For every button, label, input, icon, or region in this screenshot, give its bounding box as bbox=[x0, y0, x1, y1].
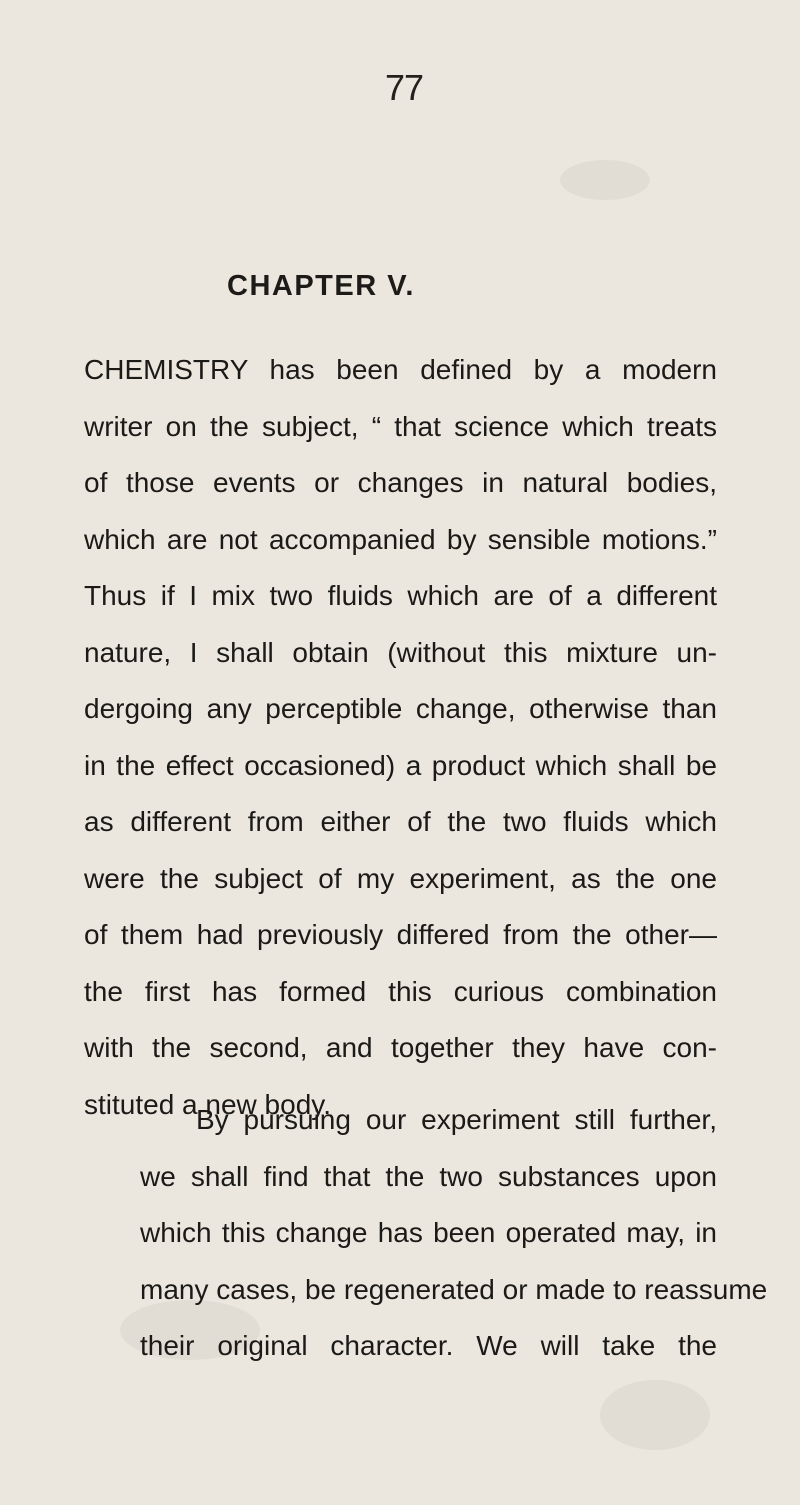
paper-stain bbox=[560, 160, 650, 200]
text-line: Thus if I mix two fluids which are of a different bbox=[84, 580, 717, 611]
text-line: By pursuing our experiment still further, bbox=[196, 1104, 717, 1135]
text-line: many cases, be regenerated or made to reassume bbox=[140, 1273, 768, 1305]
page-number: 77 bbox=[384, 67, 424, 108]
text-line: with the second, and together they have con- bbox=[84, 1032, 717, 1063]
paragraph-2 bbox=[84, 1092, 768, 1375]
text-line: we shall find that the two substances upon bbox=[140, 1160, 717, 1192]
paragraph-1 bbox=[84, 342, 717, 1133]
text-line: of those events or changes in natural bodies, bbox=[84, 467, 717, 498]
text-line: were the subject of my experiment, as the one bbox=[84, 862, 717, 894]
text-line: CHEMISTRY has been defined by a modern bbox=[84, 354, 717, 385]
text-line: as different from either of the two fluids which bbox=[84, 806, 717, 837]
chapter-title: CHAPTER V. bbox=[227, 270, 415, 302]
text-line: their original character. We will take the bbox=[140, 1330, 717, 1361]
text-line: the first has formed this curious combination bbox=[84, 975, 717, 1007]
text-line: of them had previously differed from the other— bbox=[84, 919, 717, 950]
text-line: which this change has been operated may, in bbox=[140, 1217, 717, 1248]
text-line: which are not accompanied by sensible motions.” bbox=[84, 523, 717, 555]
text-line: stituted a new body. bbox=[84, 1088, 331, 1120]
text-line: writer on the subject, “ that science which treats bbox=[84, 410, 717, 442]
paper-stain bbox=[600, 1380, 710, 1450]
text-line: nature, I shall obtain (without this mixture un- bbox=[84, 636, 717, 668]
text-line: dergoing any perceptible change, otherwise than bbox=[84, 693, 717, 724]
text-line: in the effect occasioned) a product which shall be bbox=[84, 749, 717, 781]
